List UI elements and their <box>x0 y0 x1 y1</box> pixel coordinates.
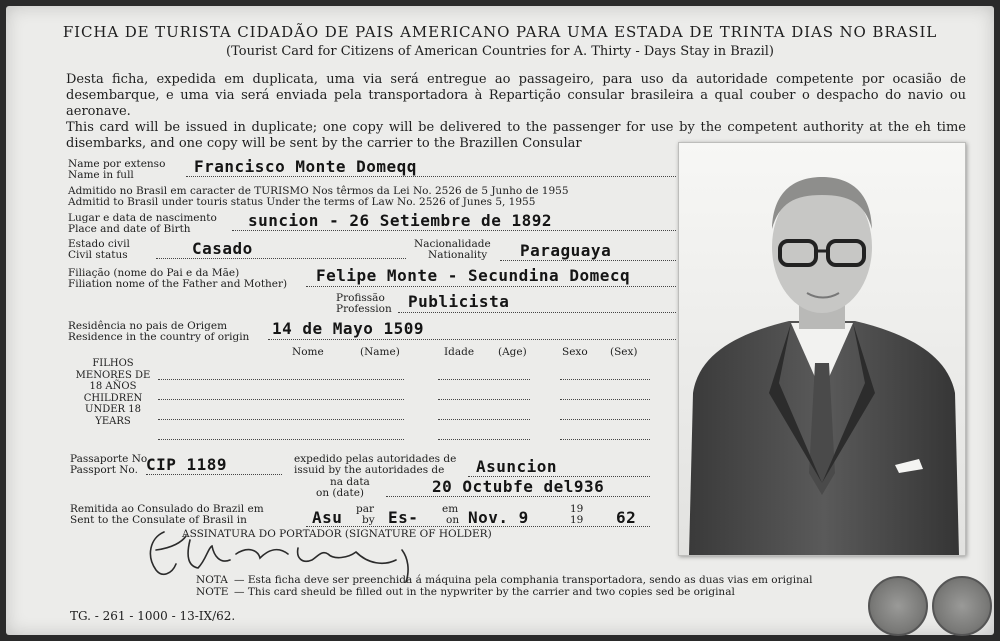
remit-pt: Remitida ao Consulado do Brazil em <box>70 503 264 515</box>
children-col-sex: (Sex) <box>610 346 638 358</box>
holder-photo <box>678 142 966 556</box>
child-sex-rule-2 <box>560 399 650 400</box>
passport-label-pt: Passaporte No. <box>70 453 151 465</box>
civil-rule <box>156 258 406 259</box>
child-name-rule-3 <box>158 419 404 420</box>
note-en-text: — This card sheuld be filled out in the nypwriter by the carrier and two copies sed be original <box>234 586 735 598</box>
card-title: FICHA DE TURISTA CIDADÃO DE PAIS AMERICANO PARA UMA ESTADA DE TRINTA DIAS NO BRASIL <box>62 23 938 41</box>
passport-issued-en: issuid by the autoridades de <box>294 464 445 476</box>
passport-issued-pt: expedido pelas autoridades de <box>294 453 457 465</box>
note-en-label: NOTE <box>196 586 229 598</box>
remit-year: 62 <box>616 508 637 527</box>
tourist-card <box>6 6 994 635</box>
civil-value: Casado <box>192 239 253 258</box>
residence-label-en: Residence in the country of origin <box>68 331 250 343</box>
remit-place: Asu <box>312 508 343 527</box>
child-sex-rule-4 <box>560 439 650 440</box>
birth-label-pt: Lugar e data de nascimento <box>68 212 217 224</box>
name-rule <box>186 176 676 177</box>
name-label-pt: Name por extenso <box>68 158 166 170</box>
residence-rule <box>268 339 676 340</box>
form-code: TG. - 261 - 1000 - 13-IX/62. <box>70 609 236 623</box>
remit-by: by <box>362 514 375 526</box>
residence-value: 14 de Mayo 1509 <box>272 319 424 338</box>
profession-label-en: Profession <box>336 303 392 315</box>
children-col-idade: Idade <box>444 346 475 358</box>
remit-en: Sent to the Consulate of Brasil in <box>70 514 247 526</box>
birth-value: suncion - 26 Setiembre de 1892 <box>248 211 552 230</box>
filiation-label-en: Filiation nome of the Father and Mother) <box>68 278 288 290</box>
children-col-age: (Age) <box>498 346 527 358</box>
filiation-label-pt: Filiação (nome do Pai e da Mãe) <box>68 267 240 279</box>
archive-seal-icon <box>868 576 928 636</box>
name-label-en: Name in full <box>68 169 134 181</box>
nationality-label-pt: Nacionalidade <box>414 238 491 250</box>
child-sex-rule-3 <box>560 419 650 420</box>
children-label: FILHOS MENORES DE 18 AÑOS CHILDREN UNDER 18 YEARS <box>75 358 151 427</box>
birth-label-en: Place and date of Birth <box>68 223 191 235</box>
passport-authority: Asuncion <box>476 457 558 476</box>
birth-rule <box>232 230 676 231</box>
nationality-label-en: Nationality <box>428 249 488 261</box>
intro-english: This card will be issued in duplicate; one copy will be delivered to the passenger for use by the competent authority at the eh time disembarks, and one copy will be sent by the carrier to the Brazillen Consular <box>66 120 966 151</box>
remit-on: on <box>446 514 460 526</box>
children-col-nome: Nome <box>292 346 324 358</box>
child-age-rule-2 <box>438 399 530 400</box>
filiation-value: Felipe Monte - Secundina Domecq <box>316 266 631 285</box>
note-pt-text: — Esta ficha deve ser preenchida á máquina pela comphania transportadora, sendo as duas vias em original <box>234 574 813 586</box>
child-name-rule-2 <box>158 399 404 400</box>
remit-date: Nov. 9 <box>468 508 529 527</box>
child-age-rule-1 <box>438 379 530 380</box>
profession-label-pt: Profissão <box>336 292 385 304</box>
remit-year-19-en: 19 <box>570 514 584 526</box>
remit-year-19-pt: 19 <box>570 503 584 515</box>
admission-en: Admitid to Brasil under touris status Under the terms of Law No. 2526 of Junes 5, 1955 <box>68 196 536 208</box>
name-value: Francisco Monte Domeqq <box>194 157 417 176</box>
child-sex-rule-1 <box>560 379 650 380</box>
child-age-rule-3 <box>438 419 530 420</box>
residence-label-pt: Residência no pais de Origem <box>68 320 228 332</box>
child-name-rule-1 <box>158 379 404 380</box>
remit-par: par <box>356 503 375 515</box>
passport-date-pt: na data <box>330 476 370 488</box>
children-col-name: (Name) <box>360 346 400 358</box>
admission-pt: Admitido no Brasil em caracter de TURISMO Nos têrmos da Lei No. 2526 de 5 Junho de 1955 <box>68 185 569 197</box>
note-pt-label: NOTA <box>196 574 228 586</box>
nationality-value: Paraguaya <box>520 241 612 260</box>
remit-em: em <box>442 503 459 515</box>
civil-label-en: Civil status <box>68 249 128 261</box>
filiation-rule <box>306 286 676 287</box>
children-col-sexo: Sexo <box>562 346 588 358</box>
card-subtitle: (Tourist Card for Citizens of American Countries for A. Thirty - Days Stay in Brazil) <box>226 44 774 59</box>
remit-carrier: Es- <box>388 508 419 527</box>
intro-portuguese: Desta ficha, expedida em duplicata, uma via será entregue ao passageiro, para uso da autoridade competente por ocasião de desembarque, e uma via será enviada pela transportadora à Repartição consular brasileira a qual couber o despacho do navio ou aeronave. <box>66 72 966 119</box>
child-name-rule-4 <box>158 439 404 440</box>
nationality-rule <box>500 260 676 261</box>
flag-seal-icon <box>932 576 992 636</box>
passport-date-en: on (date) <box>316 487 365 499</box>
child-age-rule-4 <box>438 439 530 440</box>
profession-value: Publicista <box>408 292 510 311</box>
passport-label-en: Passport No. <box>70 464 138 476</box>
civil-label-pt: Estado civil <box>68 238 130 250</box>
passport-date-rule <box>386 496 650 497</box>
profession-rule <box>398 312 676 313</box>
passport-date-value: 20 Octubfe del936 <box>432 477 605 496</box>
passport-rule <box>146 474 282 475</box>
passport-value: CIP 1189 <box>146 455 228 474</box>
signature-label: ASSINATURA DO PORTADOR (SIGNATURE OF HOLDER) <box>182 528 492 540</box>
